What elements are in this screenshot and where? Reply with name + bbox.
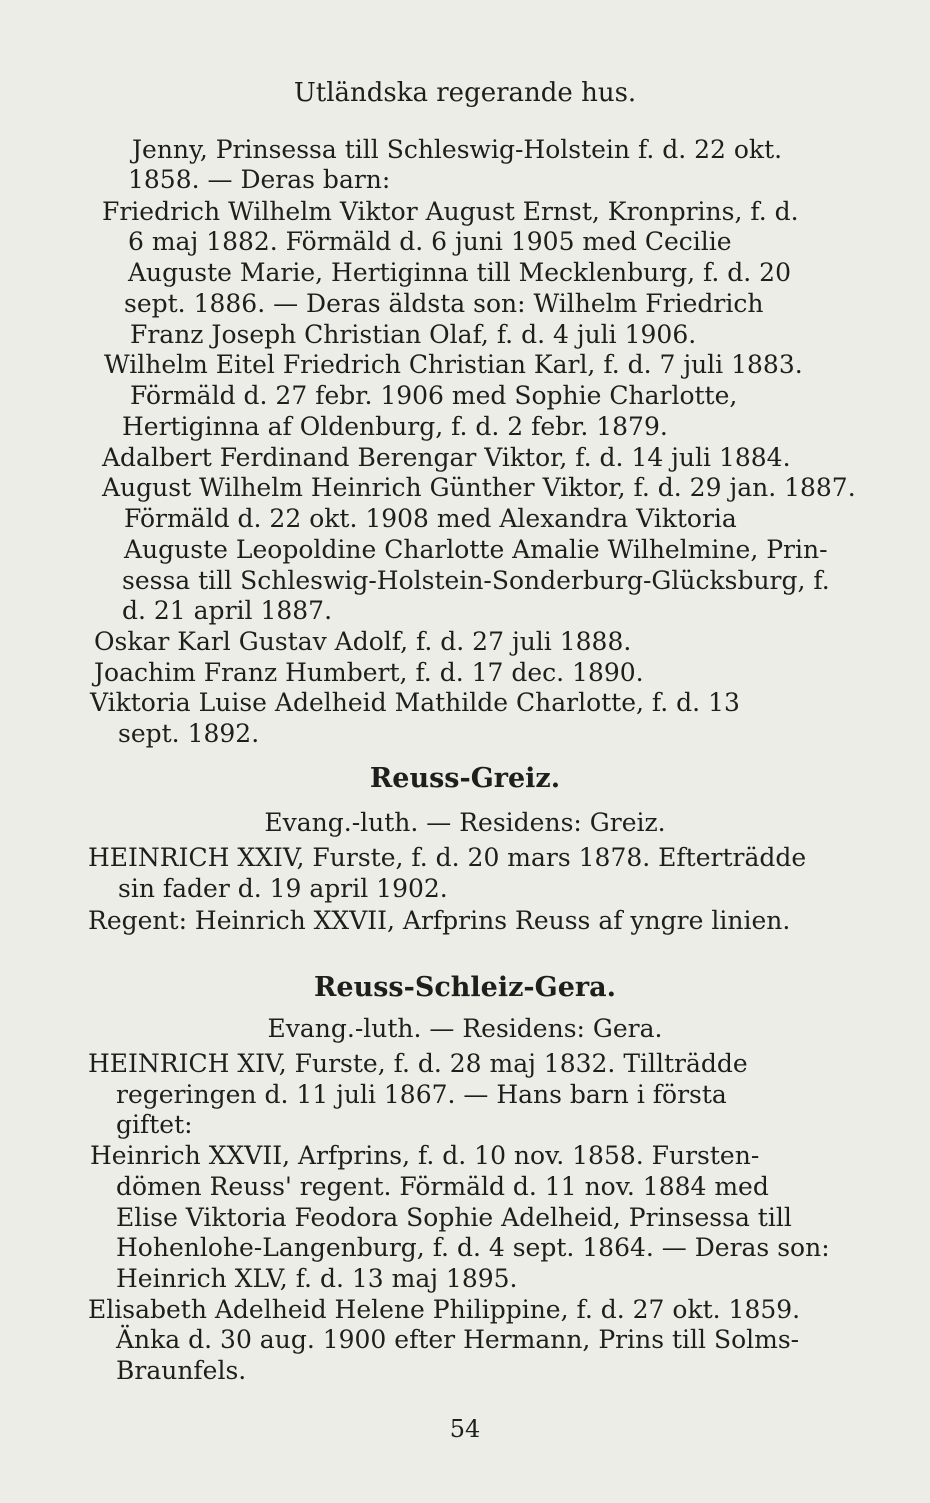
text-line: sin fader d. 19 april 1902. (118, 874, 448, 903)
text-line: Heinrich XXVII, Arfprins, f. d. 10 nov. 1858. Fursten- (90, 1141, 760, 1170)
text-line: Franz Joseph Christian Olaf, f. d. 4 juli 1906. (130, 320, 697, 349)
text-line: Auguste Marie, Hertiginna till Mecklenburg, f. d. 20 (128, 258, 791, 287)
text-line: Elise Viktoria Feodora Sophie Adelheid, Prinsessa till (116, 1203, 792, 1232)
section-subtitle: Evang.-luth. — Residens: Gera. (267, 1014, 663, 1043)
text-line: regeringen d. 11 juli 1867. — Hans barn i första (116, 1080, 727, 1109)
text-line: Hohenlohe-Langenburg, f. d. 4 sept. 1864. — Deras son: (116, 1233, 830, 1262)
running-header: Utländska regerande hus. (293, 78, 637, 108)
text-line: Adalbert Ferdinand Berengar Viktor, f. d. 14 juli 1884. (102, 443, 791, 472)
text-line: Braunfels. (116, 1356, 247, 1385)
text-line: Heinrich XLV, f. d. 13 maj 1895. (116, 1264, 518, 1293)
text-line: Änka d. 30 aug. 1900 efter Hermann, Prins till Solms- (116, 1325, 800, 1354)
text-line: Jenny, Prinsessa till Schleswig-Holstein f. d. 22 okt. (132, 135, 783, 164)
text-line: giftet: (116, 1110, 193, 1139)
text-line: d. 21 april 1887. (122, 596, 333, 625)
text-line: sessa till Schleswig-Holstein-Sonderburg-Glücksburg, f. (122, 566, 830, 595)
text-line: sept. 1886. — Deras äldsta son: Wilhelm Friedrich (124, 289, 764, 318)
text-line: 6 maj 1882. Förmäld d. 6 juni 1905 med Cecilie (128, 227, 732, 256)
text-line: HEINRICH XIV, Furste, f. d. 28 maj 1832. Tillträdde (88, 1049, 748, 1078)
text-line: Joachim Franz Humbert, f. d. 17 dec. 1890. (94, 658, 644, 687)
text-line: 1858. — Deras barn: (128, 165, 391, 194)
text-line: Oskar Karl Gustav Adolf, f. d. 27 juli 1888. (94, 627, 632, 656)
text-line: sept. 1892. (118, 719, 260, 748)
page-number: 54 (449, 1415, 481, 1443)
section-heading: Reuss-Greiz. (369, 763, 561, 794)
text-line: Elisabeth Adelheid Helene Philippine, f. d. 27 okt. 1859. (88, 1295, 801, 1324)
text-line: Viktoria Luise Adelheid Mathilde Charlotte, f. d. 13 (90, 688, 740, 717)
text-line: Förmäld d. 27 febr. 1906 med Sophie Charlotte, (130, 381, 738, 410)
text-line: Regent: Heinrich XXVII, Arfprins Reuss af yngre linien. (88, 906, 791, 935)
text-line: Förmäld d. 22 okt. 1908 med Alexandra Viktoria (124, 504, 737, 533)
text-line: Friedrich Wilhelm Viktor August Ernst, Kronprins, f. d. (102, 197, 799, 226)
text-line: Wilhelm Eitel Friedrich Christian Karl, f. d. 7 juli 1883. (104, 350, 803, 379)
section-subtitle: Evang.-luth. — Residens: Greiz. (264, 808, 666, 837)
section-heading: Reuss-Schleiz-Gera. (313, 972, 616, 1003)
text-line: Hertiginna af Oldenburg, f. d. 2 febr. 1879. (122, 412, 668, 441)
text-line: dömen Reuss' regent. Förmäld d. 11 nov. 1884 med (116, 1172, 769, 1201)
text-line: Auguste Leopoldine Charlotte Amalie Wilhelmine, Prin- (124, 535, 828, 564)
text-line: August Wilhelm Heinrich Günther Viktor, f. d. 29 jan. 1887. (102, 473, 856, 502)
text-line: HEINRICH XXIV, Furste, f. d. 20 mars 1878. Efterträdde (88, 843, 807, 872)
